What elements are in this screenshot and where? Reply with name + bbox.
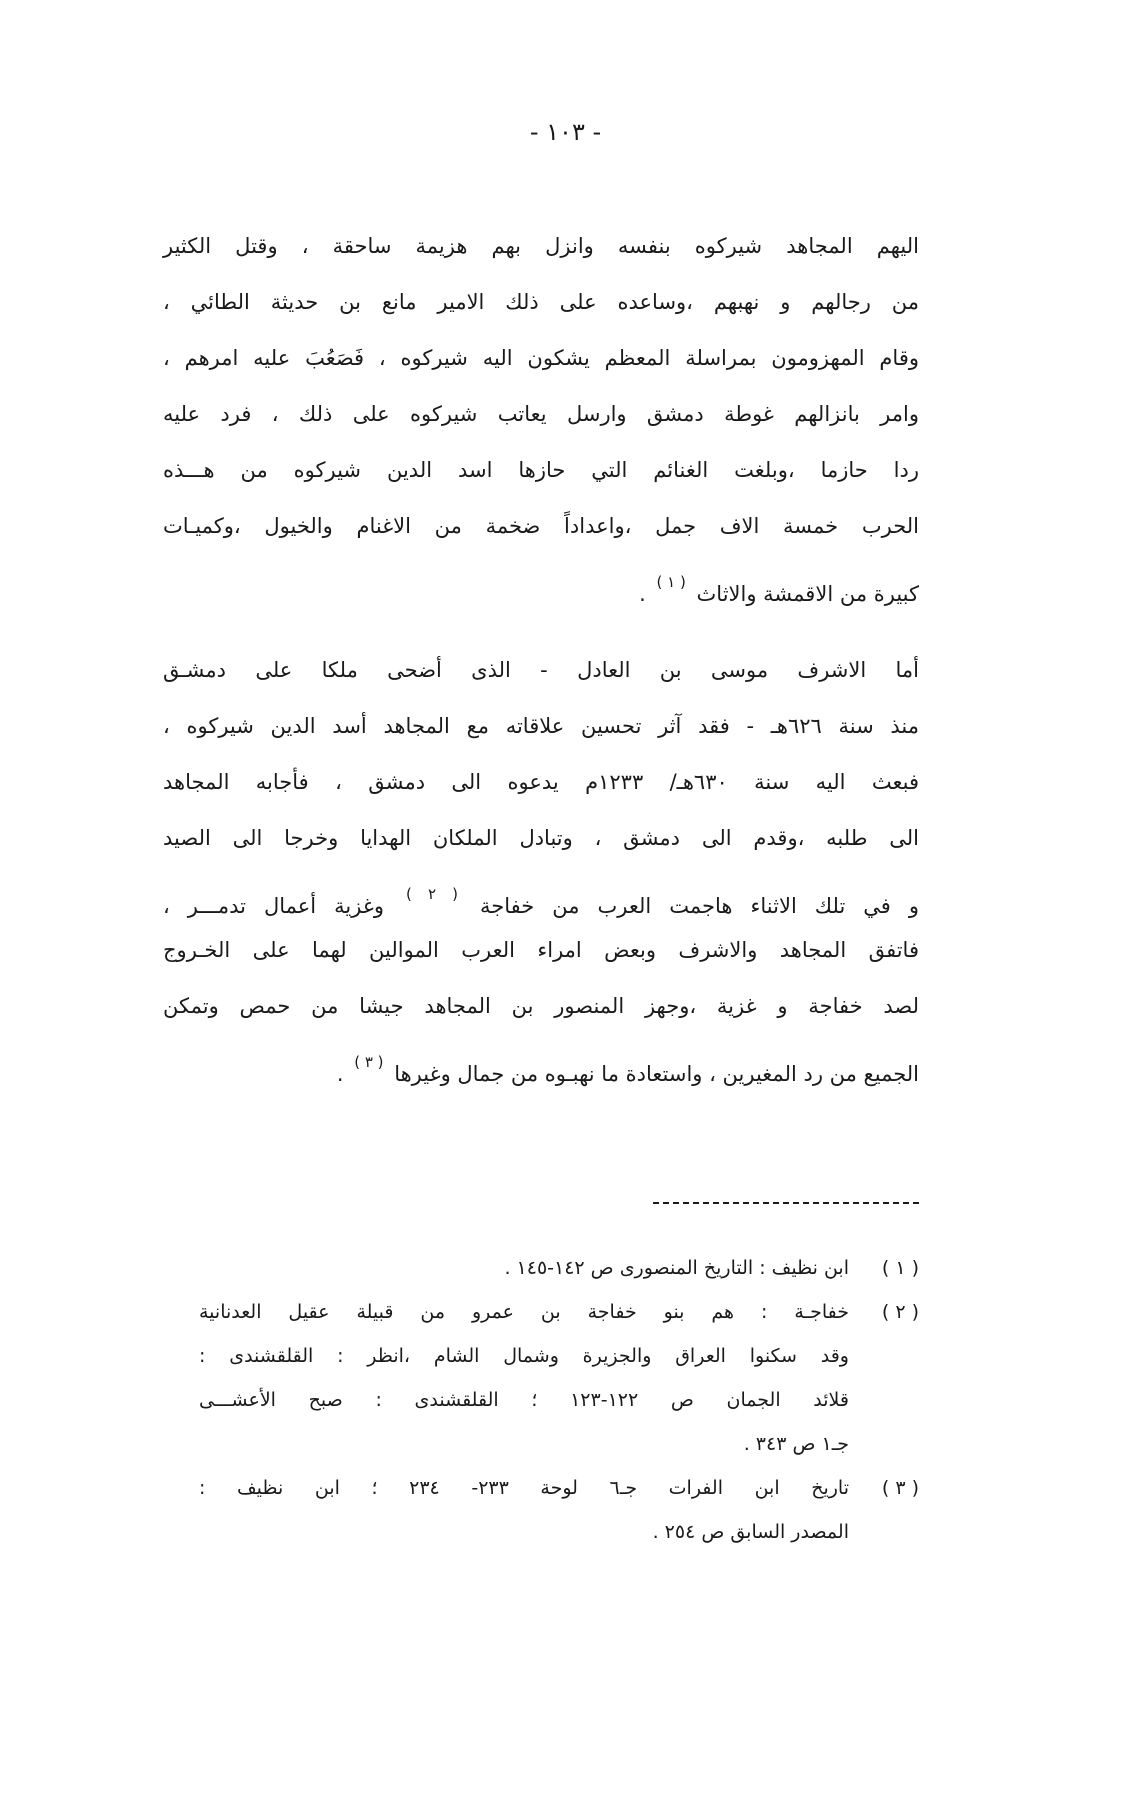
- text-line-content: الجميع من رد المغيرين ، واستعادة ما نهبـوه من جمال وغيرها: [394, 1062, 919, 1086]
- footnote-line: قلائد الجمان ص ١٢٢-١٢٣ ؛ القلقشندى : صبح الأعشـــى: [199, 1389, 849, 1411]
- footnote-1: [163, 1246, 919, 1290]
- text-line: الحرب خمسة الاف جمل ،واعداداً ضخمة من الاغنام والخيول ،وكميـات: [163, 514, 919, 538]
- footnote-line: المصدر السابق ص ٢٥٤ .: [652, 1521, 849, 1543]
- text-line: منذ سنة ٦٢٦هـ - فقد آثر تحسين علاقاته مع المجاهد أسد الدين شيركوه ،: [163, 714, 919, 738]
- sentence-end: .: [336, 1062, 344, 1086]
- footnote-line: تاريخ ابن الفرات جـ٦ لوحة ٢٣٣- ٢٣٤ ؛ ابن نظيف :: [199, 1477, 849, 1499]
- text-line: [163, 866, 919, 922]
- footnote-marker: ( ٣ ): [881, 1477, 919, 1499]
- paragraph-1: [163, 218, 919, 610]
- footnote-body: [199, 1290, 849, 1466]
- footnote-3: [163, 1466, 919, 1554]
- text-line: [163, 554, 919, 610]
- footnote-line: جـ١ ص ٣٤٣ .: [743, 1433, 849, 1455]
- text-line: فاتفق المجاهد والاشرف وبعض امراء العرب الموالين لهما على الخـروج: [163, 938, 919, 962]
- paragraph-2: [163, 642, 919, 1090]
- footnote-line: وقد سكنوا العراق والجزيرة وشمال الشام ،انظر : القلقشندى :: [199, 1345, 849, 1367]
- footnote-marker: ( ٢ ): [881, 1301, 919, 1323]
- text-line: من رجالهم و نهبهم ،وساعده على ذلك الامير مانع بن حديثة الطائي ،: [163, 290, 919, 314]
- text-line: اليهم المجاهد شيركوه بنفسه وانزل بهم هزيمة ساحقة ، وقتل الكثير: [163, 234, 919, 258]
- footnote-body: [199, 1246, 849, 1290]
- footnote-divider: [653, 1202, 919, 1204]
- text-line-content: وغزية أعمال تدمـــر ،: [163, 894, 384, 918]
- text-line-content: و في تلك الاثناء هاجمت العرب من خفاجة: [480, 894, 919, 918]
- footnote-line: ابن نظيف : التاريخ المنصورى ص ١٤٢-١٤٥ .: [504, 1257, 849, 1279]
- text-line: ردا حازما ،وبلغت الغنائم التي حازها اسد الدين شيركوه من هـــذه: [163, 458, 919, 482]
- footnotes: [163, 1246, 919, 1554]
- text-line: [163, 1034, 919, 1090]
- footnote-reference: ( ٢ ): [406, 885, 458, 903]
- footnote-body: [199, 1466, 849, 1554]
- footnote-line: خفاجـة : هم بنو خفاجة بن عمرو من قبيلة عقيل العدنانية: [199, 1301, 849, 1323]
- text-line-content: كبيرة من الاقمشة والاثاث: [696, 582, 919, 606]
- text-line: وامر بانزالهم غوطة دمشق وارسل يعاتب شيركوه على ذلك ، فرد عليه: [163, 402, 919, 426]
- footnote-reference: ( ١ ): [656, 573, 686, 591]
- footnote-reference: ( ٣ ): [354, 1053, 384, 1071]
- sentence-end: .: [639, 582, 646, 606]
- page-number: - ١٠٣ -: [529, 118, 602, 146]
- text-line: أما الاشرف موسى بن العادل - الذى أضحى ملكا على دمشـق: [163, 658, 919, 682]
- text-line: الى طلبه ،وقدم الى دمشق ، وتبادل الملكان الهدايا وخرجا الى الصيد: [163, 826, 919, 850]
- footnote-2: [163, 1290, 919, 1466]
- text-line: فبعث اليه سنة ٦٣٠هـ/ ١٢٣٣م يدعوه الى دمشق ، فأجابه المجاهد: [163, 770, 919, 794]
- text-line: وقام المهزومون بمراسلة المعظم يشكون اليه شيركوه ، فَصَعُبَ عليه امرهم ،: [163, 346, 919, 370]
- footnote-marker: ( ١ ): [881, 1257, 919, 1279]
- text-line: لصد خفاجة و غزية ،وجهز المنصور بن المجاهد جيشا من حمص وتمكن: [163, 994, 919, 1018]
